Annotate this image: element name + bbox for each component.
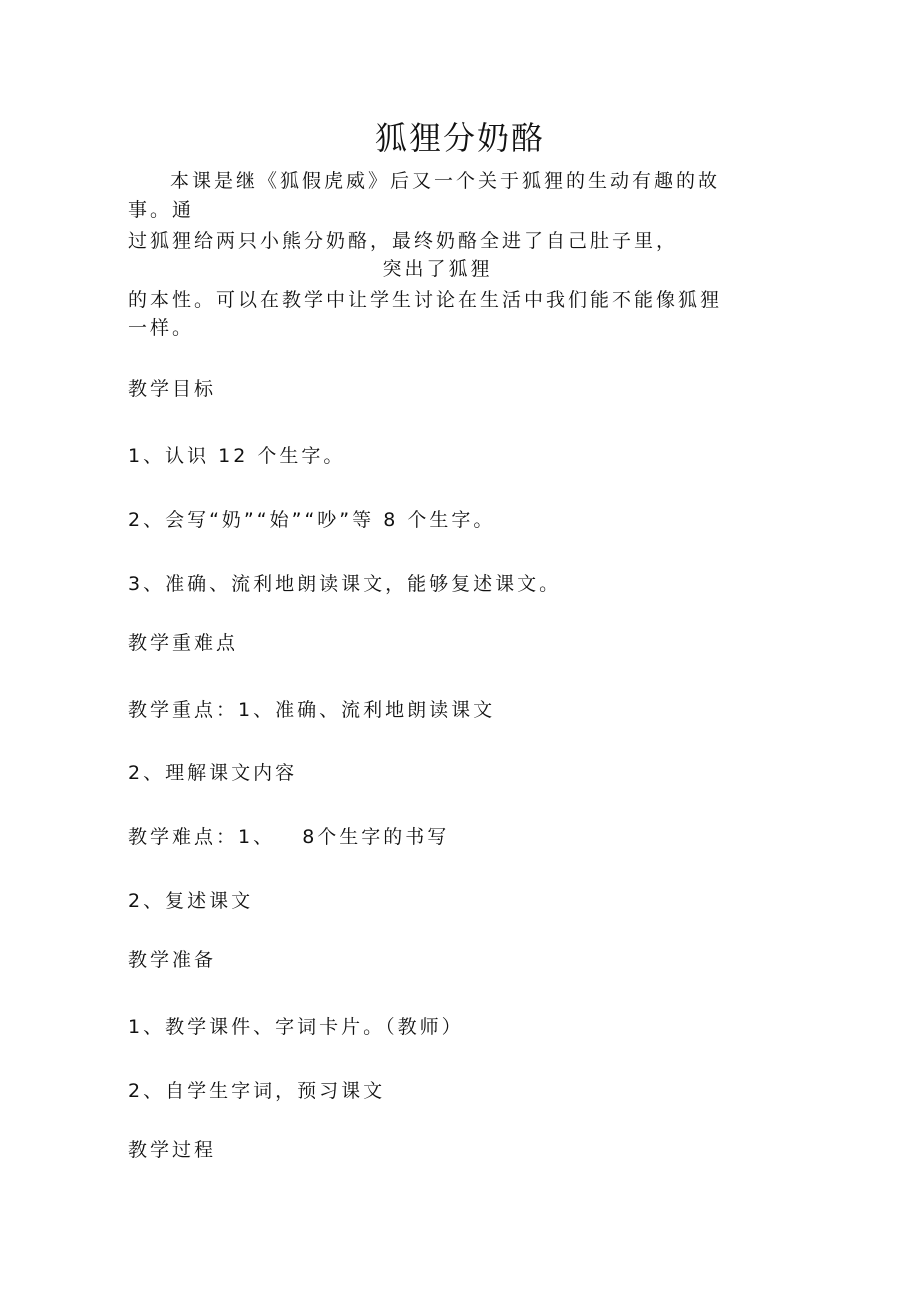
process-heading: 教学过程 <box>128 1139 217 1161</box>
intro-line-1: 本课是继《狐假虎威》后又一个关于狐狸的生动有趣的故 <box>170 170 721 192</box>
intro-line-6: 一样。 <box>128 317 195 339</box>
intro-line-3: 过狐狸给两只小熊分奶酪，最终奶酪全进了自己肚子里， <box>128 230 679 252</box>
intro-line-5: 的本性。可以在教学中让学生讨论在生活中我们能不能像狐狸 <box>128 289 723 311</box>
key-point-item-2: 2、理解课文内容 <box>128 762 298 784</box>
preparation-item-2: 2、自学生字词，预习课文 <box>128 1080 386 1102</box>
document-title: 狐狸分奶酪 <box>374 119 545 157</box>
key-points-heading: 教学重难点 <box>128 632 239 654</box>
preparation-heading: 教学准备 <box>128 949 217 971</box>
intro-line-4: 突出了狐狸 <box>382 258 493 280</box>
goals-heading: 教学目标 <box>128 378 217 400</box>
goal-item-2: 2、会写“奶”“始”“吵”等 8 个生字。 <box>128 509 496 531</box>
key-point-item-4: 2、复述课文 <box>128 890 254 912</box>
intro-line-2: 事。通 <box>128 199 195 221</box>
goal-item-3: 3、准确、流利地朗读课文，能够复述课文。 <box>128 573 562 595</box>
preparation-item-1: 1、教学课件、字词卡片。（教师） <box>128 1016 464 1038</box>
key-point-item-1: 教学重点：1、准确、流利地朗读课文 <box>128 699 496 721</box>
goal-item-1: 1、认识 12 个生字。 <box>128 445 346 467</box>
key-point-item-3: 教学难点：1、 8个生字的书写 <box>128 826 450 848</box>
